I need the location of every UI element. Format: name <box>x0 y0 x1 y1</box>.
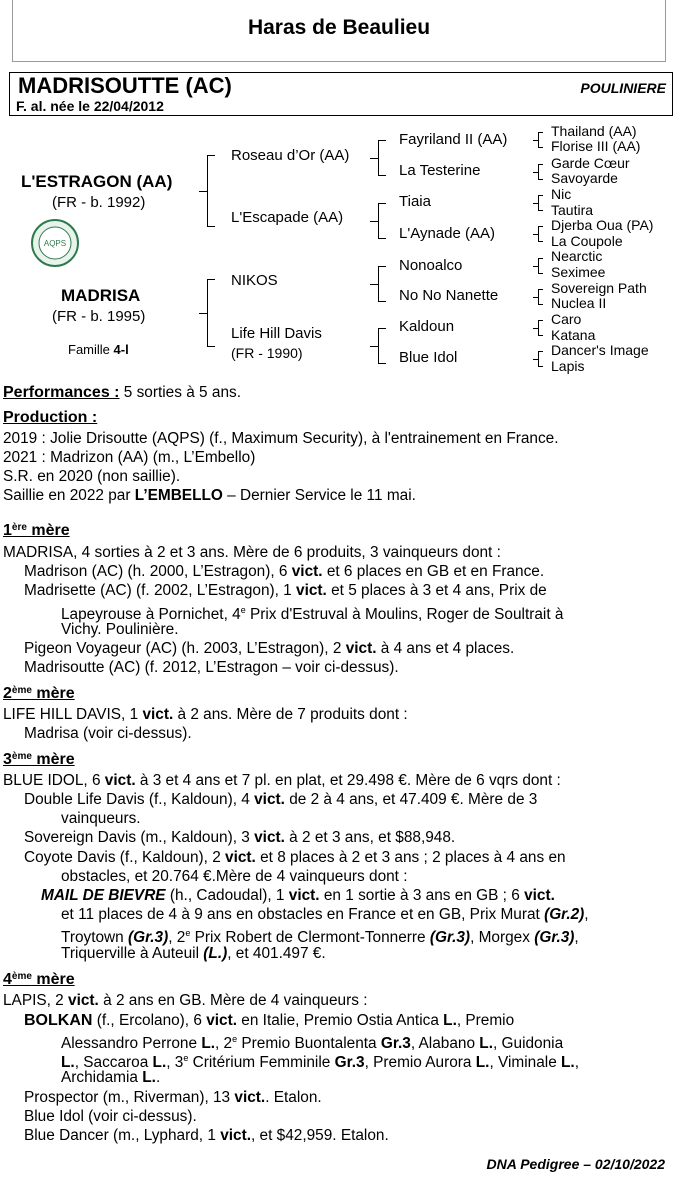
progeny-line: Archidamia L.. <box>61 1069 161 1086</box>
gen4-name: Savoyarde <box>551 170 618 186</box>
gen3-name: Tiaia <box>399 193 431 210</box>
progeny-line: Triquerville à Auteuil (L.), et 401.497 €. <box>61 945 326 962</box>
sire-info: (FR - b. 1992) <box>52 194 146 211</box>
progeny-line: obstacles, et 20.764 €.Mère de 4 vainqueurs dont : <box>61 868 408 885</box>
gen3-name: Blue Idol <box>399 349 458 366</box>
gen3-name: L'Aynade (AA) <box>399 225 495 242</box>
horse-type: POULINIERE <box>580 80 666 96</box>
gen4-name: Nuclea II <box>551 295 607 311</box>
horse-name-box <box>9 72 673 116</box>
performances-line: Performances : 5 sorties à 5 ans. <box>3 384 241 401</box>
gen4-name: Florise III (AA) <box>551 138 641 154</box>
gen4-name: Dancer's Image <box>551 342 649 358</box>
gen4-name: Caro <box>551 311 582 327</box>
gen2-name: Life Hill Davis <box>231 325 322 342</box>
gen4-name: Nic <box>551 186 572 202</box>
progeny-line: Madrisa (voir ci-dessus). <box>24 725 192 742</box>
dam-info: (FR - b. 1995) <box>52 308 146 325</box>
progeny-line: Alessandro Perrone L., 2e Premio Buontalenta Gr.3, Alabano L., Guidonia <box>61 1034 564 1053</box>
progeny-line: Lapeyrouse à Pornichet, 4e Prix d'Estruval à Moulins, Roger de Soultrait à <box>61 605 564 624</box>
progeny-line: Blue Dancer (m., Lyphard, 1 vict., et $42,959. Etalon. <box>24 1127 389 1144</box>
progeny-line: Coyote Davis (f., Kaldoun), 2 vict. et 8 places à 2 et 3 ans ; 2 places à 4 ans en <box>24 849 566 866</box>
gen4-name: Lapis <box>551 358 585 374</box>
bracket <box>538 351 543 367</box>
progeny-line: et 11 places de 4 à 9 ans en obstacles en France et en GB, Prix Murat (Gr.2), <box>61 906 589 923</box>
gen4-name: Tautira <box>551 202 594 218</box>
progeny-line: Double Life Davis (f., Kaldoun), 4 vict. de 2 à 4 ans, et 47.409 €. Mère de 3 <box>24 791 538 808</box>
progeny-line: Blue Idol (voir ci-dessus). <box>24 1108 197 1125</box>
dam3-heading: 3ème mère <box>3 751 75 768</box>
dam4-heading: 4ème mère <box>3 971 75 988</box>
footer-credit: DNA Pedigree – 02/10/2022 <box>486 1156 665 1172</box>
logo-text: AQPS <box>43 239 67 248</box>
sire-name: L'ESTRAGON (AA) <box>21 172 173 191</box>
progeny-line: Prospector (m., Riverman), 13 vict.. Etalon. <box>24 1089 322 1106</box>
bracket <box>207 155 215 227</box>
bracket <box>378 328 386 364</box>
gen3-name: Nonoalco <box>399 257 463 274</box>
bracket <box>538 289 543 305</box>
gen4-name: Sovereign Path <box>551 280 647 296</box>
progeny-line: Pigeon Voyageur (AC) (h. 2003, L’Estragon), 2 vict. à 4 ans et 4 places. <box>24 640 515 657</box>
bracket <box>207 279 215 347</box>
progeny-line: L., Saccaroa L., 3e Critérium Femminile Gr.3, Premio Aurora L., Viminale L., <box>61 1053 579 1072</box>
progeny-line: Madrisoutte (AC) (f. 2012, L’Estragon – voir ci-dessus). <box>24 659 399 676</box>
dam1-intro: MADRISA, 4 sorties à 2 et 3 ans. Mère de 6 produits, 3 vainqueurs dont : <box>3 544 501 561</box>
progeny-line: Madrison (AC) (h. 2000, L’Estragon), 6 vict. et 6 places en GB et en France. <box>24 563 545 580</box>
gen4-name: Garde Cœur <box>551 155 630 171</box>
gen3-name: La Testerine <box>399 162 481 179</box>
gen4-name: Thailand (AA) <box>551 123 637 139</box>
bracket <box>538 164 543 180</box>
progeny-line: Vichy. Poulinière. <box>61 621 179 638</box>
progeny-line: Troytown (Gr.3), 2e Prix Robert de Clermont-Tonnerre (Gr.3), Morgex (Gr.3), <box>61 928 579 947</box>
stud-title: Haras de Beaulieu <box>247 16 431 39</box>
horse-birth: F. al. née le 22/04/2012 <box>16 98 164 114</box>
bracket <box>538 258 543 274</box>
family-label: Famille 4-l <box>68 342 129 357</box>
dam2-heading: 2ème mère <box>3 685 75 702</box>
gen3-name: No No Nanette <box>399 287 499 304</box>
progeny-line: vainqueurs. <box>61 810 141 827</box>
gen2-name: Roseau d’Or (AA) <box>231 147 350 164</box>
aqps-logo <box>30 218 80 268</box>
gen4-name: Nearctic <box>551 248 603 264</box>
production-line: S.R. en 2020 (non saillie). <box>3 468 181 485</box>
gen3-name: Kaldoun <box>399 318 455 335</box>
gen4-name: Seximee <box>551 264 606 280</box>
bracket <box>378 140 386 176</box>
dam3-intro: BLUE IDOL, 6 vict. à 3 et 4 ans et 7 pl. en plat, et 29.498 €. Mère de 6 vqrs dont : <box>3 772 561 789</box>
production-line: 2021 : Madrizon (AA) (m., L’Embello) <box>3 449 256 466</box>
bracket <box>538 320 543 336</box>
bracket <box>378 266 386 302</box>
gen4-name: La Coupole <box>551 233 623 249</box>
horse-name: MADRISOUTTE (AC) <box>18 73 232 98</box>
gen4-name: Katana <box>551 327 596 343</box>
production-line: 2019 : Jolie Drisoutte (AQPS) (f., Maximum Security), à l'entrainement en France. <box>3 430 559 447</box>
bracket <box>538 195 543 211</box>
progeny-line: Sovereign Davis (m., Kaldoun), 3 vict. à 2 et 3 ans, et $88,948. <box>24 829 456 846</box>
dam4-intro: LAPIS, 2 vict. à 2 ans en GB. Mère de 4 vainqueurs : <box>3 992 368 1009</box>
dam-name: MADRISA <box>61 286 141 305</box>
gen3-name: Fayriland II (AA) <box>399 131 508 148</box>
progeny-line: MAIL DE BIEVRE (h., Cadoudal), 1 vict. en 1 sortie à 3 ans en GB ; 6 vict. <box>41 887 555 904</box>
gen2-name: L'Escapade (AA) <box>231 209 344 226</box>
production-heading: Production : <box>3 409 98 426</box>
gen2-name: NIKOS <box>231 272 278 289</box>
dam2-intro: LIFE HILL DAVIS, 1 vict. à 2 ans. Mère de 7 produits dont : <box>3 706 408 723</box>
bracket <box>538 132 543 148</box>
bracket <box>538 226 543 242</box>
progeny-line: BOLKAN (f., Ercolano), 6 vict. en Italie, Premio Ostia Antica L., Premio <box>24 1012 515 1029</box>
gen4-name: Djerba Oua (PA) <box>551 217 654 233</box>
gen2-info: (FR - 1990) <box>231 345 303 361</box>
header-box <box>12 0 666 62</box>
bracket <box>378 203 386 239</box>
production-line: Saillie en 2022 par L’EMBELLO – Dernier Service le 11 mai. <box>3 487 416 504</box>
dam1-heading: 1ère mère <box>3 522 70 539</box>
progeny-line: Madrisette (AC) (f. 2002, L’Estragon), 1 vict. et 5 places à 3 et 4 ans, Prix de <box>24 582 547 599</box>
